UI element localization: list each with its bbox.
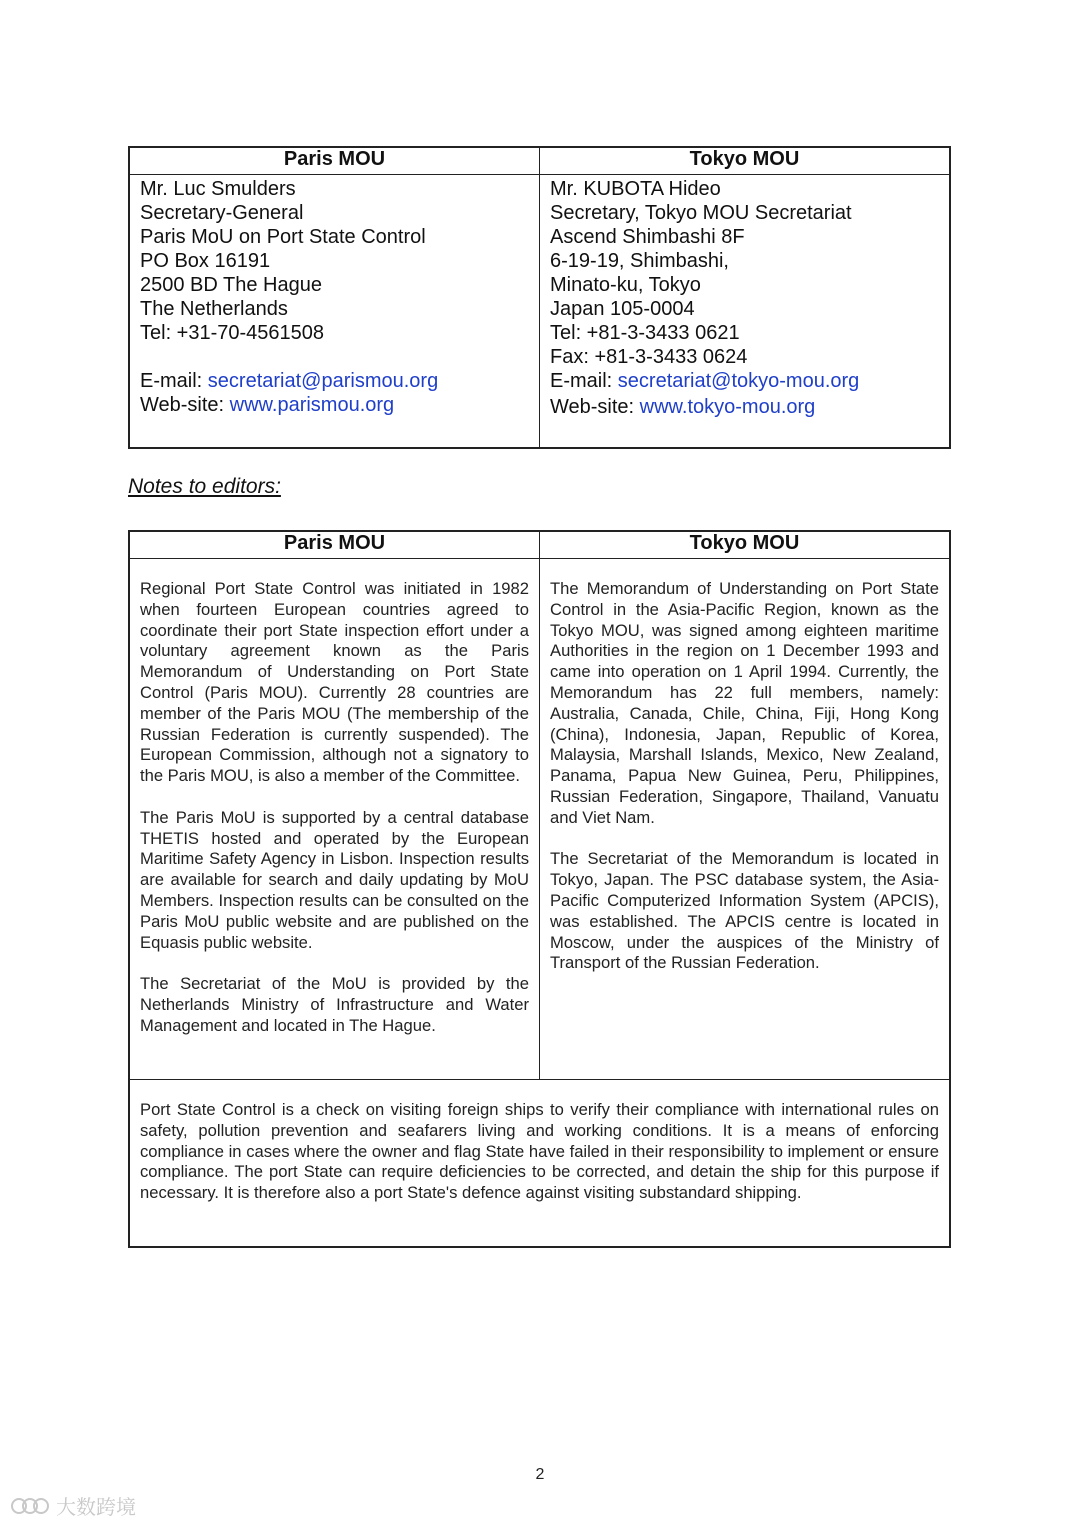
paris-note-paragraph: Regional Port State Control was initiated in 1982 when fourteen European countries agreed to coordinate their port State inspection effort under a voluntary agreement known as the Paris Memorandum of Understanding on Port State Control (Paris MOU). Currently 28 countries are member of the Paris MOU (The membership of the Russian Federation is currently suspended). The European Commission, although not a signatory to the Paris MOU, is also a member of the Committee. — [140, 579, 529, 786]
tokyo-email-label: E-mail: — [550, 370, 618, 392]
notes-header-tokyo: Tokyo MOU — [540, 531, 951, 559]
paris-web-line — [140, 393, 529, 417]
tokyo-email-line — [550, 369, 939, 393]
tokyo-note-paragraph: The Secretariat of the Memorandum is located in Tokyo, Japan. The PSC database system, the Asia-Pacific Computerized Information System (APCIS), was established. The APCIS centre is located in Moscow, under the auspices of the Ministry of Transport of the Russian Federation. — [550, 849, 939, 973]
paris-notes-cell — [129, 559, 540, 1080]
tokyo-contact-city: Minato-ku, Tokyo — [550, 274, 701, 296]
tokyo-note-paragraph: The Memorandum of Understanding on Port State Control in the Asia-Pacific Region, known as the Tokyo MOU, was signed among eighteen maritime Authorities in the region on 1 December 1993 and came into operation on 1 April 1994. Currently, the Memorandum has 22 full members, namely: Australia, Canada, Chile, China, Fiji, Hong Kong (China), Indonesia, Japan, Republic of Korea, Malaysia, Marshall Islands, Mexico, New Zealand, Panama, Papua New Guinea, Peru, Philippines, Russian Federation, Singapore, Thailand, Vanuatu and Viet Nam. — [550, 579, 939, 827]
paris-contact-city: 2500 BD The Hague — [140, 274, 322, 296]
watermark-logo-icon — [10, 1495, 50, 1517]
paris-contact-name: Mr. Luc Smulders — [140, 178, 296, 200]
tokyo-contact-title: Secretary, Tokyo MOU Secretariat — [550, 202, 852, 224]
paris-note-paragraph: The Paris MoU is supported by a central database THETIS hosted and operated by the European Maritime Safety Agency in Lisbon. Inspection results are available for search and daily updating by MoU Members. Inspection results can be consulted on the Paris MoU public website and are published on the Equasis public website. — [140, 807, 529, 952]
tokyo-email-link[interactable]: secretariat@tokyo-mou.org — [617, 370, 860, 392]
contacts-header-paris: Paris MOU — [129, 147, 540, 175]
paris-contact-tel: Tel: +31-70-4561508 — [140, 322, 325, 344]
watermark — [10, 1491, 136, 1520]
tokyo-contact-street: 6-19-19, Shimbashi, — [550, 250, 729, 272]
paris-contact-cell — [129, 175, 540, 449]
psc-definition-cell — [129, 1080, 950, 1248]
tokyo-contact-tel: Tel: +81-3-3433 0621 — [550, 322, 740, 344]
notes-header-paris: Paris MOU — [129, 531, 540, 559]
paris-email-line — [140, 369, 529, 393]
paris-contact-org: Paris MoU on Port State Control — [140, 226, 426, 248]
paris-web-label: Web-site: — [140, 394, 230, 416]
tokyo-contact-cell — [540, 175, 951, 449]
contacts-table — [128, 146, 951, 449]
tokyo-notes-cell — [540, 559, 951, 1080]
tokyo-web-link[interactable]: www.tokyo-mou.org — [639, 396, 816, 418]
tokyo-contact-country: Japan 105-0004 — [550, 298, 695, 320]
paris-web-link[interactable]: www.parismou.org — [229, 394, 395, 416]
watermark-text: 大数跨境 — [56, 1495, 136, 1519]
tokyo-contact-building: Ascend Shimbashi 8F — [550, 226, 745, 248]
paris-contact-pobox: PO Box 16191 — [140, 250, 271, 272]
tokyo-web-label: Web-site: — [550, 396, 640, 418]
psc-definition-paragraph: Port State Control is a check on visiting foreign ships to verify their compliance with international rules on safety, pollution prevention and seafarers living and working conditions. It is a means of enforcing compliance in cases where the owner and flag State have failed in their responsibility to implement or ensure compliance. The port State can require deficiencies to be corrected, and detain the ship for this purpose if necessary. It is therefore also a port State's defence against visiting substandard shipping. — [140, 1100, 939, 1203]
paris-email-link[interactable]: secretariat@parismou.org — [207, 370, 439, 392]
notes-table — [128, 530, 951, 1248]
paris-note-paragraph: The Secretariat of the MoU is provided by the Netherlands Ministry of Infrastructure and Water Management and located in The Hague. — [140, 974, 529, 1035]
tokyo-contact-fax: Fax: +81-3-3433 0624 — [550, 346, 748, 368]
paris-contact-country: The Netherlands — [140, 298, 288, 320]
paris-email-label: E-mail: — [140, 370, 208, 392]
page-number: 2 — [535, 1466, 545, 1483]
tokyo-contact-name: Mr. KUBOTA Hideo — [550, 178, 721, 200]
contacts-header-tokyo: Tokyo MOU — [540, 147, 951, 175]
paris-contact-title: Secretary-General — [140, 202, 304, 224]
notes-title: Notes to editors: — [128, 475, 281, 498]
tokyo-web-line — [550, 395, 939, 419]
